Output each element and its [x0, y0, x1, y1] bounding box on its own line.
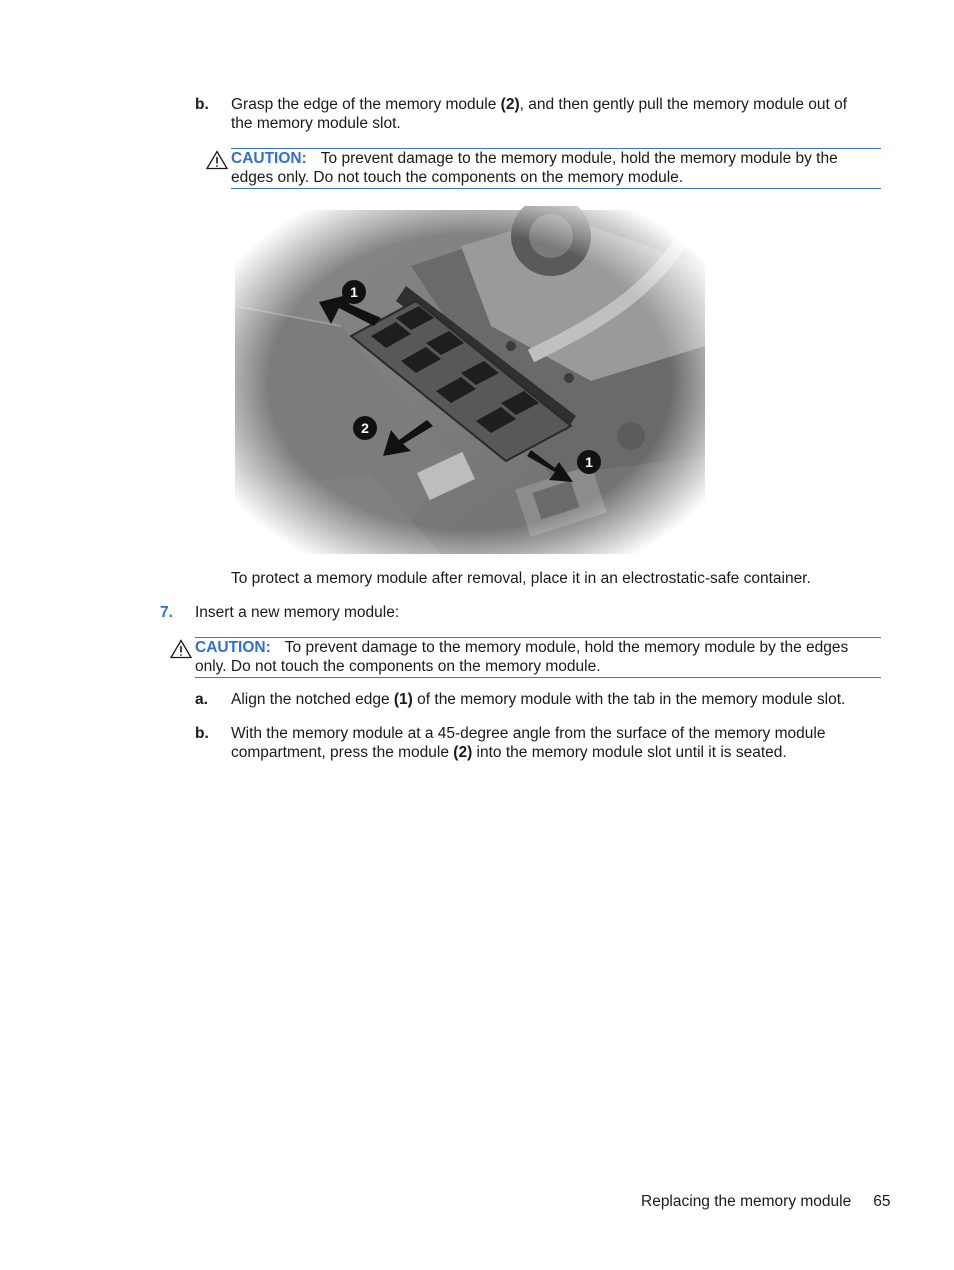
step-b2-text-line2: [231, 743, 787, 762]
page-number: 65: [873, 1193, 891, 1210]
caution-box-2: [195, 637, 881, 678]
step-b2-text-post: into the memory module slot until it is seated.: [472, 744, 787, 761]
step-b-marker: b.: [195, 96, 209, 113]
step-b2-marker: b.: [195, 725, 209, 742]
caution-1-text1: To prevent damage to the memory module, hold the memory module by the: [320, 150, 838, 167]
warning-icon: [170, 639, 192, 659]
step-b2-text-pre: compartment, press the module: [231, 744, 454, 761]
caution-2-text1: To prevent damage to the memory module, hold the memory module by the edges: [284, 639, 849, 656]
caution-2-line1: [195, 638, 848, 657]
footer-title: Replacing the memory module: [641, 1193, 852, 1210]
caution-2-line2: only. Do not touch the components on the memory module.: [195, 658, 601, 675]
after-figure-text: To protect a memory module after removal, place it in an electrostatic-safe container.: [231, 570, 811, 587]
step-b-text-line2: the memory module slot.: [231, 115, 401, 132]
step-b2-callout-ref: (2): [453, 744, 473, 761]
step-a-text-pre: Align the notched edge: [231, 691, 394, 708]
step-b2-text-line1: With the memory module at a 45-degree angle from the surface of the memory module: [231, 725, 826, 742]
step-a-marker: a.: [195, 691, 208, 708]
step-a-text: [231, 690, 845, 709]
caution-box-1: [231, 148, 881, 189]
step-a-callout-ref: (1): [393, 691, 413, 708]
caution-1-line1: [231, 149, 838, 168]
caution-1-line2: edges only. Do not touch the components on the memory module.: [231, 169, 684, 186]
step-b-text-line1: [231, 95, 847, 114]
page-footer: [641, 1192, 901, 1211]
caution-label: CAUTION:: [195, 639, 271, 656]
warning-icon: [206, 150, 228, 170]
step-7-text: Insert a new memory module:: [195, 604, 400, 621]
step-a-text-post: of the memory module with the tab in the memory module slot.: [412, 691, 846, 708]
step-7-number: 7.: [160, 604, 173, 621]
memory-module-removal-photo: [231, 206, 709, 558]
step-b-text-pre: Grasp the edge of the memory module: [231, 96, 501, 113]
caution-label: CAUTION:: [231, 150, 307, 167]
step-b-text-post: , and then gently pull the memory module out of: [519, 96, 848, 113]
step-b-callout-ref: (2): [500, 96, 520, 113]
